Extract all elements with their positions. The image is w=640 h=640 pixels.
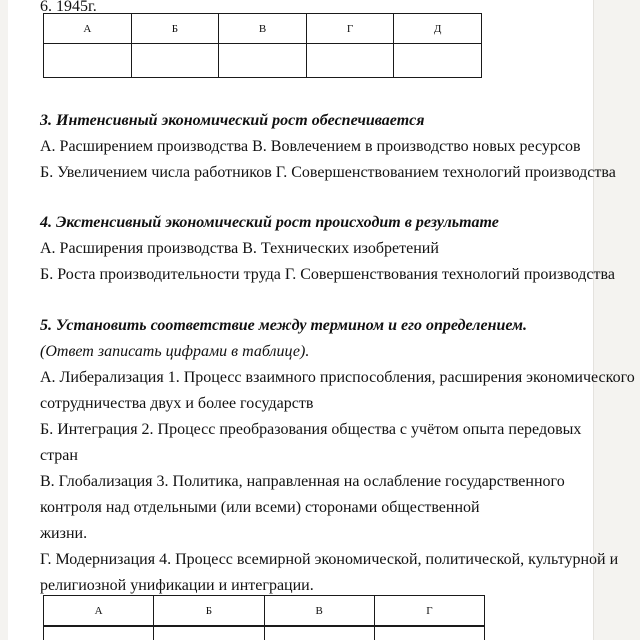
question-5-match-line: Г. Модернизация 4. Процесс всемирной экономической, политической, культурной и xyxy=(40,551,619,568)
answer-table-header-cell: Б xyxy=(131,14,219,44)
answer-cell-empty xyxy=(44,626,154,640)
answer-table-bottom-header-row xyxy=(44,596,485,627)
answer-cell-empty xyxy=(154,626,264,640)
question-3-options-line-b: Б. Увеличением числа работников Г. Совершенствованием технологий производства xyxy=(40,164,616,181)
question-5-match-line: жизни. xyxy=(40,525,88,542)
question-5-title: 5. Установить соответствие между термином и его определением. xyxy=(40,317,528,334)
answer-table-header-cell: Б xyxy=(154,596,264,627)
answer-cell-empty xyxy=(306,44,394,78)
answer-table-top-header-row xyxy=(44,14,482,44)
document-page xyxy=(8,0,635,640)
question-5 xyxy=(40,313,635,599)
answer-table-top-blank-row xyxy=(44,44,482,78)
question-4-options-line-b: Б. Роста производительности труда Г. Совершенствования технологий производства xyxy=(40,266,615,283)
answer-table-bottom xyxy=(43,595,485,640)
question-5-match-line: религиозной унификации и интеграции. xyxy=(40,577,314,594)
answer-cell-empty xyxy=(374,626,484,640)
answer-table-header-cell: А xyxy=(44,14,132,44)
question-3-options-line-a: А. Расширением производства В. Вовлечением в производство новых ресурсов xyxy=(40,138,581,155)
answer-table-header-cell: В xyxy=(219,14,307,44)
question-3-title: 3. Интенсивный экономический рост обеспечивается xyxy=(40,112,425,129)
answer-table-header-cell: А xyxy=(44,596,154,627)
previous-answer-line: 6. 1945г. xyxy=(40,0,97,15)
question-3 xyxy=(40,108,616,186)
answer-cell-empty xyxy=(394,44,482,78)
answer-cell-empty xyxy=(131,44,219,78)
question-5-match-line: В. Глобализация 3. Политика, направленная на ослабление государственного xyxy=(40,473,565,490)
question-5-match-line: сотрудничества двух и более государств xyxy=(40,395,314,412)
question-4-options-line-a: А. Расширения производства В. Технических изобретений xyxy=(40,240,439,257)
answer-table-header-cell: В xyxy=(264,596,374,627)
question-5-match-line: стран xyxy=(40,447,78,464)
answer-cell-empty xyxy=(264,626,374,640)
answer-table-top xyxy=(43,13,482,78)
question-4 xyxy=(40,210,615,288)
question-5-match-line: А. Либерализация 1. Процесс взаимного приспособления, расширения экономического xyxy=(40,369,635,386)
question-5-match-line: Б. Интеграция 2. Процесс преобразования общества с учётом опыта передовых xyxy=(40,421,582,438)
answer-table-header-cell: Г xyxy=(306,14,394,44)
answer-table-header-cell: Г xyxy=(374,596,484,627)
question-4-title: 4. Экстенсивный экономический рост происходит в результате xyxy=(40,214,499,231)
answer-table-header-cell: Д xyxy=(394,14,482,44)
question-5-match-line: контроля над отдельными (или всеми) сторонами общественной xyxy=(40,499,480,516)
answer-cell-empty xyxy=(44,44,132,78)
answer-table-bottom-blank-row xyxy=(44,626,485,640)
answer-cell-empty xyxy=(219,44,307,78)
question-5-note: (Ответ записать цифрами в таблице). xyxy=(40,343,310,360)
